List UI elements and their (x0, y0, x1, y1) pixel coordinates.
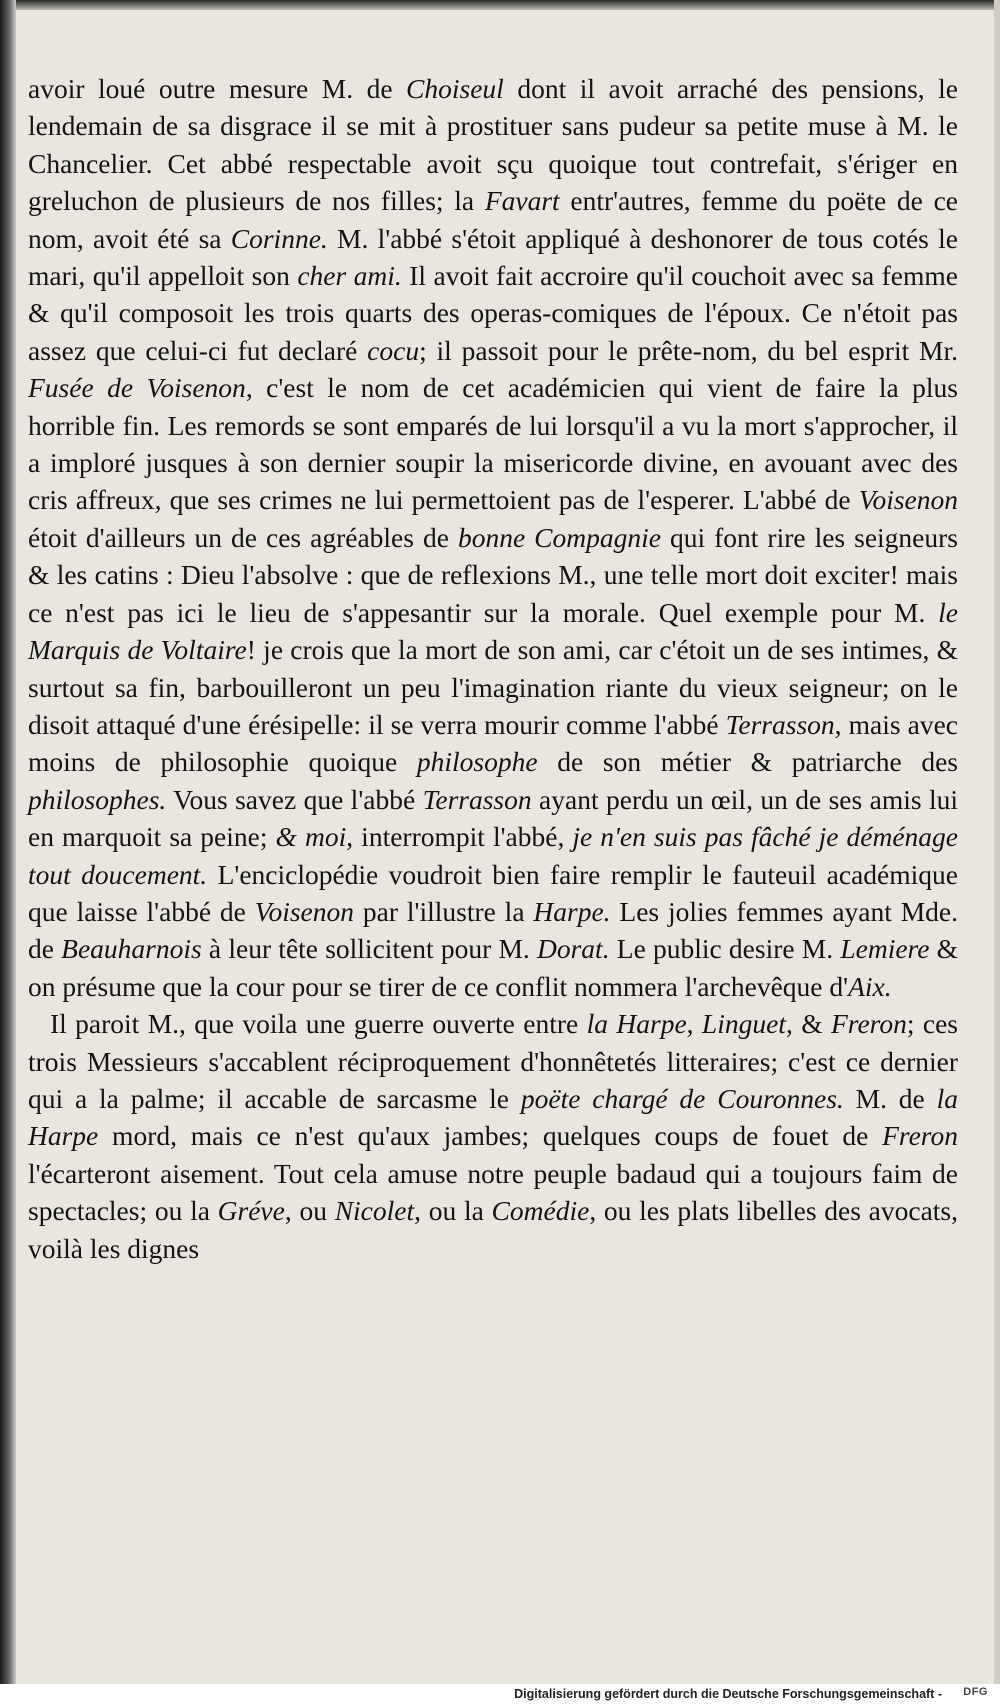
italic-run: Choiseul (406, 73, 504, 104)
text-run: ; ces trois Messieurs s'accablent réciproquement d'honnêtetés litteraires; c'est ce dernier qui a la palme; il accable de sarcasme le (28, 1008, 958, 1114)
italic-run: Aix. (848, 970, 892, 1002)
text-run: ayant perdu un œil, un de ses amis lui en marquoit sa peine; (28, 783, 958, 853)
italic-run: cher ami. (297, 260, 402, 292)
italic-run: & moi (275, 821, 347, 853)
digitization-credit: Digitalisierung gefördert durch die Deutsche Forschungsgemeinschaft - (514, 1687, 942, 1701)
text-run: à leur tête sollicitent pour M. (201, 933, 537, 965)
italic-run: Linguet (701, 1008, 786, 1040)
text-run: de son métier & patriarche des (537, 746, 958, 778)
italic-run: Dorat. (537, 933, 610, 965)
italic-run: Lemiere (840, 933, 930, 965)
page-gutter-shadow (0, 0, 16, 1707)
text-run: entr'autres, femme du poëte de ce nom, avoit été sa (28, 185, 958, 254)
text-run: , & (785, 1008, 831, 1040)
page-top-shadow (0, 0, 1000, 10)
italic-run: je n'en suis pas fâché je déménage tout doucement. (28, 821, 959, 890)
text-run: , ou (284, 1195, 335, 1227)
text-run: Il avoit fait accroire qu'il couchoit avec sa femme & qu'il composoit les trois quarts des operas-comiques de l'époux. Ce n'étoit pas assez que celui-ci fut declaré (28, 260, 959, 366)
italic-run: philosophe (416, 746, 538, 778)
text-run: , c'est le nom de cet académicien qui vient de faire la plus horrible fin. Les remords se sont emparés de lui lorsqu'il a vu la mort s'approcher, il a imploré jusques à son dernier soupir la misericorde divine, en avouant avec des cris affreux, que ses crimes ne lui permettoient pas de l'esperer. L'abbé de (28, 372, 959, 516)
italic-run: Terrasson (422, 783, 532, 815)
italic-run: Freron (882, 1120, 958, 1152)
italic-run: la Harpe (28, 1082, 958, 1152)
text-run: L'enciclopédie voudroit bien faire remplir le fauteuil académique que laisse l'abbé de (28, 858, 958, 927)
text-run: étoit d'ailleurs un de ces agréables de (28, 521, 458, 553)
text-run: M. l'abbé s'étoit appliqué à deshonorer de tous cotés le mari, qu'il appelloit son (28, 222, 958, 292)
italic-run: bonne Compagnie (457, 521, 661, 553)
text-run: Le public desire M. (609, 933, 841, 965)
text-run: Vous savez que l'abbé (166, 783, 423, 815)
text-run: , ou les plats libelles des avocats, voilà les dignes (28, 1195, 958, 1264)
dfg-logo: DFG (963, 1686, 988, 1698)
text-run: avoir loué outre mesure M. de (28, 73, 407, 104)
italic-run: Beauharnois (61, 933, 202, 965)
text-run: l'écarteront aisement. Tout cela amuse notre peuple badaud qui a toujours faim de spectacles; ou la (28, 1157, 958, 1227)
text-run: ! je crois que la mort de son ami, car c'étoit un de ses intimes, & surtout sa fin, barbouilleront un peu l'imagination riante du vieux seigneur; on le disoit attaqué d'une érésipelle: il se verra mourir comme l'abbé (28, 634, 958, 740)
italic-run: Comédie (491, 1195, 590, 1227)
page-right-edge (994, 0, 1000, 1707)
paragraph-2 (28, 1005, 958, 1267)
italic-run: Fusée de Voisenon (28, 372, 246, 404)
italic-run: poëte chargé de Couronnes. (520, 1082, 844, 1114)
text-run: par l'illustre la (354, 895, 534, 927)
italic-run: philosophes. (28, 783, 167, 815)
italic-run: Harpe. (533, 895, 611, 927)
italic-run: la Harpe (586, 1008, 687, 1040)
italic-run: Gréve (217, 1195, 285, 1227)
text-run: & on présume que la cour pour se tirer de ce conflit nommera l'archevêque d' (28, 933, 959, 1002)
page-body-text (28, 70, 958, 1267)
italic-run: Voisenon (254, 895, 355, 927)
text-run: Il paroit M., que voila une guerre ouverte entre (50, 1008, 587, 1040)
text-run: , interrompit l'abbé, (346, 821, 573, 853)
text-run: dont il avoit arraché des pensions, le lendemain de sa disgrace il se mit à prostituer sans pudeur sa petite muse à M. le Chancelier. Cet abbé respectable avoit sçu quoique tout contrefait, s'ériger en greluchon de plusieurs de nos filles; la (28, 73, 958, 217)
text-run: Les jolies femmes ayant Mde. de (28, 895, 959, 965)
text-run: mord, mais ce n'est qu'aux jambes; quelques coups de fouet de (98, 1120, 883, 1152)
italic-run: Favart (484, 185, 560, 217)
text-run: , mais avec moins de philosophie quoique (28, 708, 958, 778)
text-run: M. de (843, 1082, 937, 1114)
italic-run: Nicolet (334, 1195, 415, 1227)
italic-run: le Marquis de Voltaire (28, 596, 958, 666)
italic-run: Terrasson (725, 708, 835, 740)
text-run: , (686, 1008, 702, 1040)
italic-run: Corinne. (230, 222, 328, 254)
text-run: ; il passoit pour le prête-nom, du bel esprit Mr. (419, 334, 958, 366)
paragraph-1 (28, 70, 958, 1005)
italic-run: Freron (830, 1008, 907, 1040)
italic-run: Voisenon (858, 484, 958, 516)
text-run: qui font rire les seigneurs & les catins : Dieu l'absolve : que de reflexions M., une telle mort doit exciter! mais ce n'est pas ici le lieu de s'appesantir sur la morale. Quel exemple pour M. (28, 521, 959, 628)
text-run: , ou la (414, 1195, 492, 1227)
italic-run: cocu (367, 334, 420, 366)
